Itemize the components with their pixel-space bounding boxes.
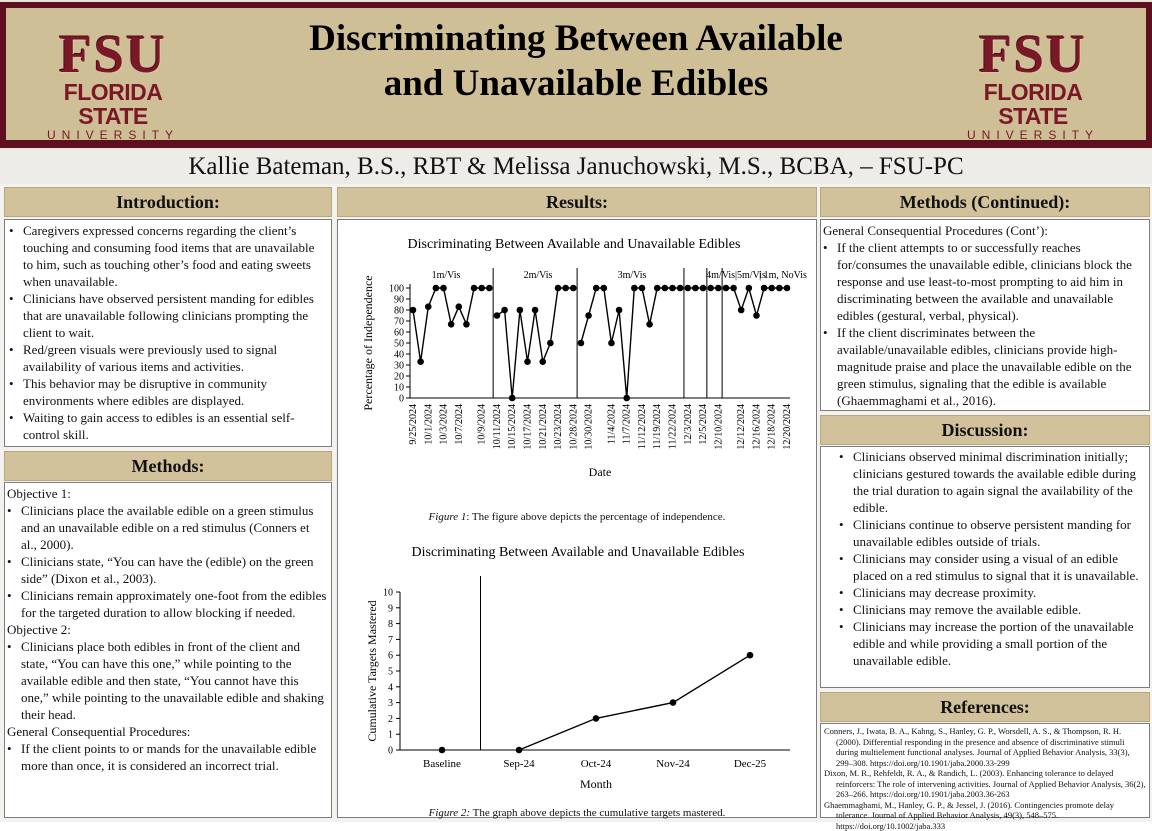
y-tick-label: 20 (394, 372, 404, 383)
x-tick-label: 12/12/2024 (736, 404, 747, 450)
data-point (784, 285, 791, 292)
y-tick-label: 10 (383, 588, 393, 599)
methods-continued-bullet: • If the client discriminates between the available/unavailable edibles, clinicians provide high-magnitude praise and place the unavailable edible on the green stimulus, signaling that the edible is available (Ghaemmaghami et al., 2016). (837, 324, 1145, 409)
methods-continued-heading: Methods (Continued): (820, 187, 1150, 217)
data-point (578, 340, 585, 347)
x-tick-label: 10/3/2024 (439, 404, 450, 445)
x-tick-label: 12/3/2024 (683, 404, 694, 445)
objective-1-list (7, 502, 327, 621)
series-line-phase-3 (581, 288, 680, 398)
x-tick-label: 10/23/2024 (553, 404, 564, 450)
data-point (433, 285, 440, 292)
data-point (753, 312, 760, 319)
x-tick-label: 10/17/2024 (522, 404, 533, 450)
discussion-bullet: • Clinicians observed minimal discrimination initially; clinicians gestured towards the available edible during the trial duration to again signal the availability of the edible. (853, 448, 1145, 516)
x-tick-label: 10/7/2024 (454, 404, 465, 445)
methods-heading: Methods: (4, 451, 332, 481)
y-tick-label: 8 (388, 619, 393, 630)
x-tick-label: 10/30/2024 (584, 404, 595, 450)
y-axis-label: Percentage of Independence (361, 275, 375, 410)
series-line-phase-2 (497, 288, 573, 398)
general-procedures-label: General Consequential Procedures: (7, 723, 327, 740)
x-tick-label: 11/4/2024 (606, 404, 617, 444)
objective-1-bullet: • Clinicians place the available edible on a green stimulus and an unavailable edible on a red stimulus (Conners et al., 2000). (21, 502, 327, 553)
poster-title (210, 16, 942, 106)
authors-line: Kallie Bateman, B.S., RBT & Melissa Januchowski, M.S., BCBA, – FSU-PC (0, 150, 1152, 184)
series-line-phase-6 (726, 288, 787, 316)
x-tick-label: 12/5/2024 (698, 404, 709, 445)
data-point (516, 747, 523, 754)
data-point (547, 340, 554, 347)
data-point (524, 358, 531, 365)
y-tick-label: 0 (388, 746, 393, 757)
data-point (776, 285, 783, 292)
data-point (738, 307, 745, 314)
data-point (646, 321, 653, 328)
x-tick-label: 10/15/2024 (507, 404, 518, 450)
y-tick-label: 30 (394, 361, 404, 372)
x-tick-label: 10/11/2024 (492, 404, 503, 449)
phase-label: | 1m, NoVis (759, 270, 807, 281)
y-tick-label: 80 (394, 306, 404, 317)
data-point (761, 285, 768, 292)
logo-name: FLORIDA STATE (38, 80, 188, 128)
data-point (715, 285, 722, 292)
y-tick-label: 60 (394, 328, 404, 339)
poster-header (0, 0, 1152, 152)
data-point (723, 285, 730, 292)
cumulative-targets-chart (338, 536, 816, 806)
x-tick-label: 10/1/2024 (423, 404, 434, 445)
series-line-treatment (519, 655, 750, 750)
data-point (623, 395, 630, 402)
data-point (616, 307, 623, 314)
x-tick-label: 11/12/2024 (637, 404, 648, 449)
data-point (662, 285, 669, 292)
x-tick-label: 11/19/2024 (652, 404, 663, 449)
discussion-bullet: • Clinicians may increase the portion of the unavailable edible and while providing a small portion of the unavailable edible. (853, 618, 1145, 669)
independence-chart (338, 226, 816, 516)
x-tick-label: 11/7/2024 (622, 404, 633, 444)
figure-2-text: The graph above depicts the cumulative targets mastered. (470, 807, 725, 819)
x-tick-label: 12/16/2024 (751, 404, 762, 450)
methods-continued-list (823, 239, 1145, 409)
y-tick-label: 50 (394, 339, 404, 350)
y-tick-label: 4 (388, 682, 393, 693)
y-axis-label: Cumulative Targets Mastered (365, 600, 379, 741)
data-point (471, 285, 478, 292)
introduction-heading: Introduction: (4, 187, 332, 217)
y-tick-label: 10 (394, 383, 404, 394)
objective-1-label: Objective 1: (7, 485, 327, 502)
data-point (463, 321, 470, 328)
data-point (494, 312, 501, 319)
methods-continued-box (820, 219, 1150, 411)
objective-1-bullet: • Clinicians state, “You can have the (edible) on the green side” (Dixon et al., 2003). (21, 553, 327, 587)
y-tick-label: 0 (399, 394, 404, 405)
data-point (684, 285, 691, 292)
x-tick-label: Nov-24 (656, 758, 690, 770)
y-tick-label: 90 (394, 295, 404, 306)
data-point (585, 312, 592, 319)
introduction-box (4, 219, 332, 447)
figure-2-label: Figure 2: (429, 807, 470, 819)
data-point (608, 340, 615, 347)
data-point (768, 285, 775, 292)
y-tick-label: 3 (388, 698, 393, 709)
data-point (562, 285, 569, 292)
figure-1-label: Figure 1 (429, 511, 467, 523)
x-tick-label: Dec-25 (734, 758, 767, 770)
discussion-bullet: • Clinicians may decrease proximity. (853, 584, 1145, 601)
y-tick-label: 2 (388, 714, 393, 725)
x-axis-label: Month (580, 777, 612, 791)
results-box (337, 219, 817, 818)
x-tick-label: Baseline (423, 758, 461, 770)
data-point (654, 285, 661, 292)
discussion-bullet: • Clinicians may remove the available edible. (853, 601, 1145, 618)
logo-mark: FSU (958, 28, 1108, 80)
data-point (631, 285, 638, 292)
x-tick-label: 10/21/2024 (538, 404, 549, 450)
data-point (593, 715, 600, 722)
data-point (509, 395, 516, 402)
data-point (601, 285, 608, 292)
methods-continued-bullet: • If the client attempts to or successfully reaches for/consumes the unavailable edible, clinicians block the response and use least-to-most prompting to aid him in discriminating between the available and unavailable edibles (gestural, verbal, physical). (837, 239, 1145, 324)
fsu-logo-left (38, 28, 188, 124)
discussion-bullet: • Clinicians may consider using a visual of an edible placed on a red stimulus to signal that it is unavailable. (853, 550, 1145, 584)
data-point (478, 285, 485, 292)
figure-1-caption (338, 509, 816, 526)
figure-1-text: : The figure above depicts the percentage of independence. (466, 511, 725, 523)
reference-item: Conners, J., Iwata, B. A., Kahng, S., Hanley, G. P., Worsdell, A. S., & Thompson, R. H. (2000). Differential responding in the presence and absence of discriminative stimuli during multielement functional analyses. Journal of Applied Behavior Analysis, 33(3), 299–308. https://doi.org/10.1901/jaba.2000.33-299 (824, 726, 1146, 768)
general-procedures-list (7, 740, 327, 774)
x-axis-label: Date (589, 465, 612, 479)
discussion-heading: Discussion: (820, 415, 1150, 445)
introduction-bullet: • This behavior may be disruptive in community environments where edibles are displayed. (23, 375, 327, 409)
x-tick-label: Sep-24 (503, 758, 535, 770)
fsu-logo-right (958, 28, 1108, 124)
phase-label: 2m/Vis (524, 270, 553, 281)
figure-2-caption (338, 805, 816, 822)
chart-title: Discriminating Between Available and Unavailable Edibles (408, 237, 741, 252)
methods-box (4, 482, 332, 818)
data-point (410, 307, 417, 314)
methods-continued-intro: General Consequential Procedures (Cont’): (823, 222, 1145, 239)
phase-label: 4m/Vis|5m/Vis (706, 270, 766, 281)
references-list (824, 726, 1146, 831)
y-tick-label: 40 (394, 350, 404, 361)
logo-sub: UNIVERSITY (38, 128, 188, 142)
introduction-bullet: • Clinicians have observed persistent manding for edibles that are unavailable following clinicians prompting the client to wait. (23, 290, 327, 341)
references-heading: References: (820, 692, 1150, 722)
y-tick-label: 5 (388, 667, 393, 678)
phase-label: 3m/Vis (618, 270, 647, 281)
discussion-bullet: • Clinicians continue to observe persistent manding for unavailable edibles outside of trials. (853, 516, 1145, 550)
data-point (532, 307, 539, 314)
data-point (439, 747, 446, 754)
x-tick-label: 11/22/2024 (668, 404, 679, 449)
data-point (639, 285, 646, 292)
data-point (539, 358, 546, 365)
data-point (417, 358, 424, 365)
introduction-list (9, 222, 327, 443)
y-tick-label: 6 (388, 651, 393, 662)
data-point (677, 285, 684, 292)
data-point (707, 285, 714, 292)
x-tick-label: 9/25/2024 (408, 404, 419, 445)
discussion-box (820, 446, 1150, 688)
data-point (555, 285, 562, 292)
x-tick-label: Oct-24 (581, 758, 612, 770)
chart-title: Discriminating Between Available and Unavailable Edibles (412, 545, 745, 560)
results-heading: Results: (337, 187, 817, 217)
reference-item: Dixon, M. R., Rehfeldt, R. A., & Randich, L. (2003). Enhancing tolerance to delayed reinforcers: The role of intervening activities. Journal of Applied Behavior Analysis, 36(2), 263–266. https://doi.org/10.1901/jaba.2003.36-263 (824, 768, 1146, 800)
title-line-1: Discriminating Between Available (210, 16, 942, 61)
objective-2-list (7, 638, 327, 723)
data-point (593, 285, 600, 292)
data-point (692, 285, 699, 292)
discussion-list (839, 448, 1145, 669)
title-line-2: and Unavailable Edibles (210, 61, 942, 106)
x-tick-label: 10/9/2024 (477, 404, 488, 445)
data-point (746, 285, 753, 292)
data-point (570, 285, 577, 292)
y-tick-label: 100 (389, 284, 404, 295)
y-tick-label: 9 (388, 603, 393, 614)
objective-1-bullet: • Clinicians remain approximately one-foot from the edibles for the targeted duration to allow blocking if needed. (21, 587, 327, 621)
data-point (440, 285, 447, 292)
data-point (669, 285, 676, 292)
references-box (820, 723, 1150, 818)
data-point (486, 285, 493, 292)
data-point (700, 285, 707, 292)
introduction-bullet: • Red/green visuals were previously used to signal availability of various items and activities. (23, 341, 327, 375)
phase-label: 1m/Vis (432, 270, 461, 281)
y-tick-label: 1 (388, 730, 393, 741)
data-point (730, 285, 737, 292)
logo-sub: UNIVERSITY (958, 128, 1108, 142)
x-tick-label: 12/18/2024 (767, 404, 778, 450)
objective-2-bullet: • Clinicians place both edibles in front of the client and state, “You can have this one,” while pointing to the available edible and then state, “You cannot have this one,” while pointing to the unavailable edible and shaking their head. (21, 638, 327, 723)
y-tick-label: 7 (388, 635, 393, 646)
data-point (425, 303, 432, 310)
data-point (455, 303, 462, 310)
y-tick-label: 70 (394, 317, 404, 328)
reference-item: Ghaemmaghami, M., Hanley, G. P., & Jessel, J. (2016). Contingencies promote delay tolerance. Journal of Applied Behavior Analysis, 49(3), 548–575. https://doi.org/10.1002/jaba.333 (824, 800, 1146, 831)
objective-2-label: Objective 2: (7, 621, 327, 638)
logo-name: FLORIDA STATE (958, 80, 1108, 128)
data-point (747, 652, 754, 659)
data-point (517, 307, 524, 314)
general-procedure-bullet: • If the client points to or mands for the unavailable edible more than once, it is considered an incorrect trial. (21, 740, 327, 774)
introduction-bullet: • Caregivers expressed concerns regarding the client’s touching and consuming food items that are unavailable to him, such as touching other’s food and eating sweets when unavailable. (23, 222, 327, 290)
x-tick-label: 12/20/2024 (782, 404, 793, 450)
data-point (501, 307, 508, 314)
data-point (670, 699, 677, 706)
x-tick-label: 12/10/2024 (713, 404, 724, 450)
introduction-bullet: • Waiting to gain access to edibles is an essential self-control skill. (23, 409, 327, 443)
data-point (448, 321, 455, 328)
x-tick-label: 10/28/2024 (568, 404, 579, 450)
logo-mark: FSU (38, 28, 188, 80)
